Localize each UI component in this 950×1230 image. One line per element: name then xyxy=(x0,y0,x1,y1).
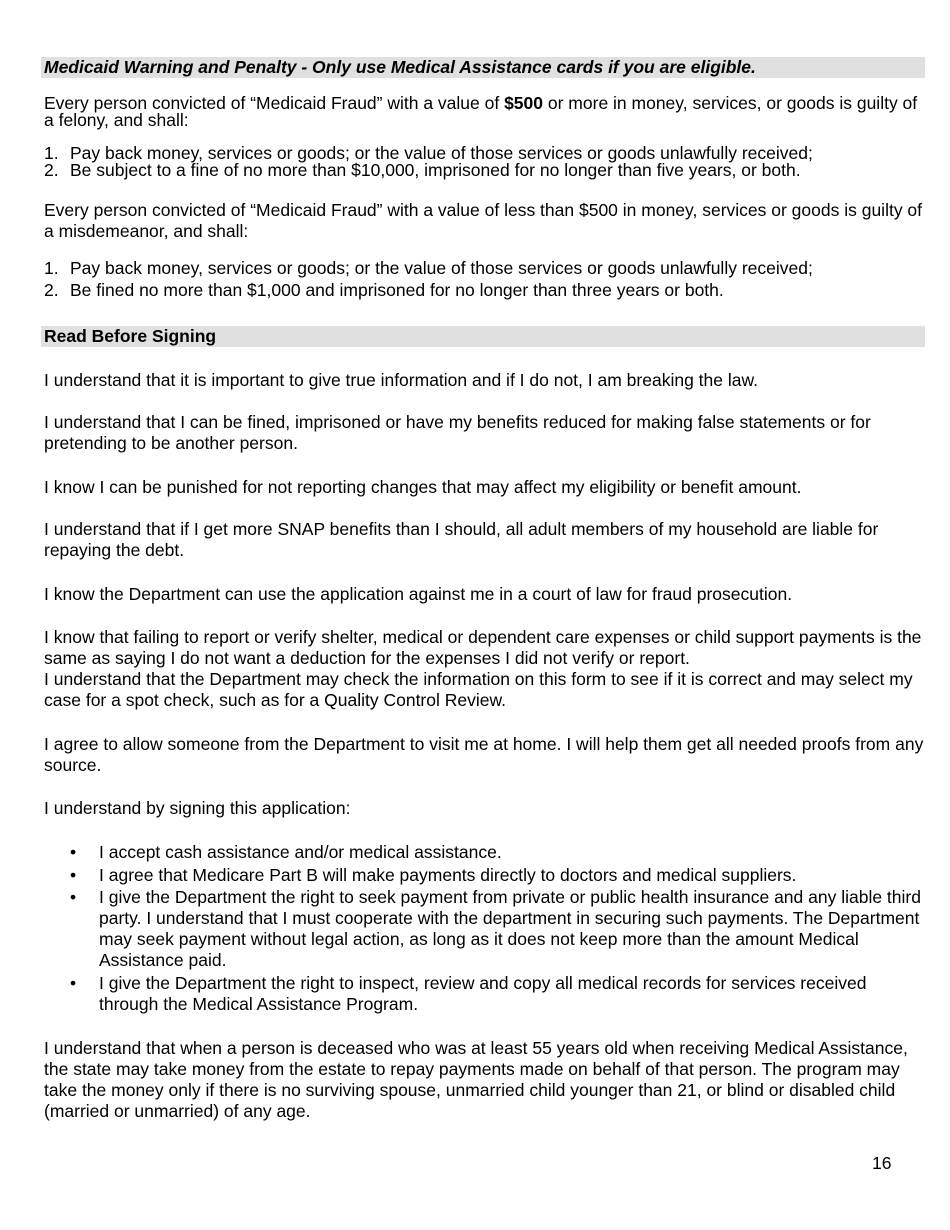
read-before-signing-heading: Read Before Signing xyxy=(41,326,925,347)
statement-paragraph: I know the Department can use the application against me in a court of law for fraud prosecution. xyxy=(44,584,793,604)
felony-paragraph xyxy=(44,95,924,129)
felony-paragraph-text-end: or more in money, services, or goods is guilty of a felony, and shall: xyxy=(44,93,918,130)
list-item-number: 2. xyxy=(44,160,59,180)
list-item-text: Pay back money, services or goods; or the value of those services or goods unlawfully received; xyxy=(70,258,813,278)
list-item-number: 1. xyxy=(44,258,59,278)
statement-paragraph: I agree to allow someone from the Department to visit me at home. I will help them get all needed proofs from any source. xyxy=(44,734,924,775)
statement-paragraph: I understand that the Department may check the information on this form to see if it is correct and may select my case for a spot check, such as for a Quality Control Review. xyxy=(44,669,913,710)
list-item-number: 1. xyxy=(44,143,59,163)
list-item-text: Be fined no more than $1,000 and imprisoned for no longer than three years or both. xyxy=(70,280,724,300)
statement-paragraph: I understand by signing this application: xyxy=(44,798,351,818)
bullet-icon: • xyxy=(70,887,77,907)
bullet-icon: • xyxy=(70,973,77,993)
felony-threshold-amount: $500 xyxy=(504,93,544,113)
list-item-text: Be subject to a fine of no more than $10,000, imprisoned for no longer than five years, or both. xyxy=(70,160,801,180)
statement-paragraph: I understand that I can be fined, imprisoned or have my benefits reduced for making false statements or for pretending to be another person. xyxy=(44,412,871,453)
misdemeanor-list-item xyxy=(44,258,924,279)
medicaid-warning-heading: Medicaid Warning and Penalty - Only use Medical Assistance cards if you are eligible. xyxy=(41,57,925,78)
list-item-text: Pay back money, services or goods; or the value of those services or goods unlawfully received; xyxy=(70,143,813,163)
bullet-text: I give the Department the right to inspect, review and copy all medical records for services received through the Medical Assistance Program. xyxy=(99,973,867,1014)
bullet-icon: • xyxy=(70,842,77,862)
statement-paragraph: I know I can be punished for not reporting changes that may affect my eligibility or benefit amount. xyxy=(44,477,802,497)
statement-paragraph: I understand that it is important to give true information and if I do not, I am breaking the law. xyxy=(44,370,759,390)
misdemeanor-paragraph: Every person convicted of “Medicaid Fraud” with a value of less than $500 in money, services or goods is guilty of a misdemeanor, and shall: xyxy=(44,200,923,241)
list-item-number: 2. xyxy=(44,280,59,300)
bullet-text: I accept cash assistance and/or medical assistance. xyxy=(99,842,502,862)
statement-paragraph: I know that failing to report or verify shelter, medical or dependent care expenses or child support payments is the same as saying I do not want a deduction for the expenses I did not verify or report. xyxy=(44,627,922,668)
bullet-text: I give the Department the right to seek payment from private or public health insurance and any liable third party. I understand that I must cooperate with the department in securing such payments. The Department may seek payment without legal action, as long as it does not keep more than the amount Medical Assistance paid. xyxy=(99,887,921,970)
estate-recovery-paragraph: I understand that when a person is deceased who was at least 55 years old when receiving Medical Assistance, the state may take money from the estate to repay payments made on behalf of that person. The program may take the money only if there is no surviving spouse, unmarried child younger than 21, or blind or disabled child (married or unmarried) of any age. xyxy=(44,1038,908,1121)
misdemeanor-list-item xyxy=(44,280,924,301)
bullet-icon: • xyxy=(70,865,77,885)
page-number: 16 xyxy=(872,1153,892,1173)
bullet-text: I agree that Medicare Part B will make payments directly to doctors and medical suppliers. xyxy=(99,865,797,885)
statement-paragraph: I understand that if I get more SNAP benefits than I should, all adult members of my household are liable for repaying the debt. xyxy=(44,519,879,560)
felony-list-item xyxy=(44,162,924,179)
felony-paragraph-text-start: Every person convicted of “Medicaid Fraud” with a value of xyxy=(44,93,505,113)
